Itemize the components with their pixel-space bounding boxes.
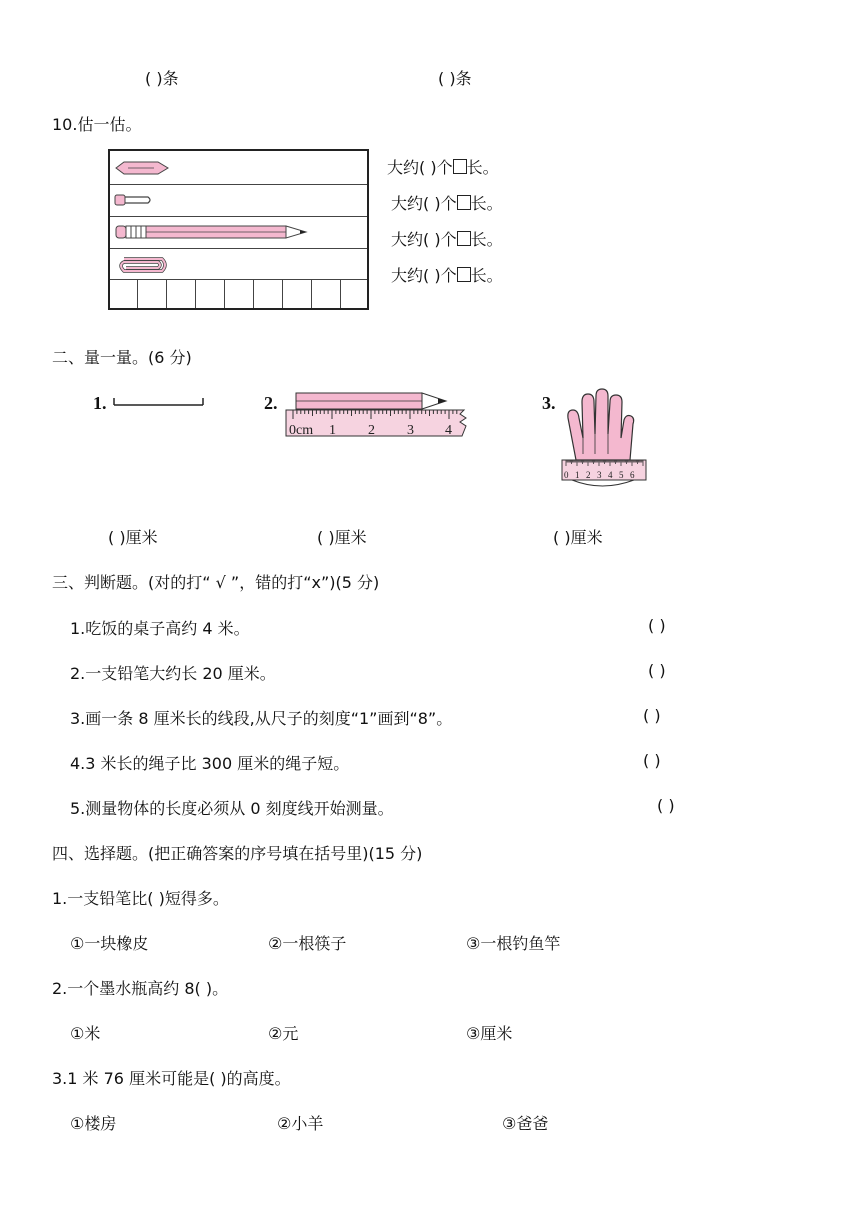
- estimate-blank-2[interactable]: 大约( )个: [391, 194, 457, 213]
- safety-pin-icon: [114, 192, 164, 210]
- hand-ruler-label: 6: [630, 470, 635, 480]
- hand-ruler-label: 1: [575, 470, 580, 480]
- ruler-label: 4: [445, 423, 452, 438]
- choice-option[interactable]: ②元: [268, 1024, 299, 1043]
- estimate-blank-4[interactable]: 大约( )个: [391, 266, 457, 285]
- ruler-label: 3: [407, 423, 414, 438]
- estimate-row-4: [391, 263, 503, 286]
- choice-option[interactable]: ①米: [70, 1024, 101, 1043]
- hand-ruler-label: 0: [564, 470, 569, 480]
- judge-blank-4[interactable]: ( ): [643, 751, 661, 770]
- grid-square-icon: [457, 231, 471, 246]
- measure-answer-3[interactable]: ( )厘米: [553, 528, 603, 547]
- hand-on-ruler-figure: [558, 388, 650, 496]
- measure-item-2-label: 2.: [264, 393, 278, 413]
- hand-ruler-label: 3: [597, 470, 602, 480]
- paperclip-icon: [114, 255, 174, 275]
- estimate-row-1: [387, 155, 499, 178]
- choice-option[interactable]: ③爸爸: [502, 1114, 549, 1133]
- judge-blank-2[interactable]: ( ): [648, 661, 666, 680]
- judge-item-5: 5.测量物体的长度必须从 0 刻度线开始测量。: [70, 799, 394, 818]
- estimate-suffix: 长。: [470, 266, 503, 285]
- estimate-blank-3[interactable]: 大约( )个: [391, 230, 457, 249]
- estimate-suffix: 长。: [470, 230, 503, 249]
- estimate-suffix: 长。: [466, 158, 499, 177]
- judge-item-4: 4.3 米长的绳子比 300 厘米的绳子短。: [70, 754, 350, 773]
- measure-item-1-label: 1.: [93, 393, 107, 413]
- choice-option[interactable]: ②一根筷子: [268, 934, 347, 953]
- measure-answer-1[interactable]: ( )厘米: [108, 528, 158, 547]
- judge-blank-5[interactable]: ( ): [657, 796, 675, 815]
- choice-question-3: 3.1 米 76 厘米可能是( )的高度。: [52, 1069, 291, 1088]
- hand-ruler-label: 2: [586, 470, 591, 480]
- ruler-label: 0cm: [289, 423, 314, 438]
- grid-square-icon: [453, 159, 467, 174]
- estimate-blank-1[interactable]: 大约( )个: [387, 158, 453, 177]
- hand-ruler-label: 4: [608, 470, 613, 480]
- choice-option[interactable]: ③厘米: [466, 1024, 513, 1043]
- ruler-label: 1: [329, 423, 336, 438]
- judge-item-3: 3.画一条 8 厘米长的线段,从尺子的刻度“1”画到“8”。: [70, 709, 453, 728]
- section-3-title: 三、判断题。(对的打“ √ ”，错的打“x”)(5 分): [52, 573, 380, 592]
- section-4-title: 四、选择题。(把正确答案的序号填在括号里)(15 分): [52, 844, 423, 863]
- answer-blank-right[interactable]: ( )条: [438, 69, 472, 88]
- judge-item-2: 2.一支铅笔大约长 20 厘米。: [70, 664, 276, 683]
- grid-square-icon: [457, 267, 471, 282]
- grid-square-icon: [457, 195, 471, 210]
- line-segment-figure: [112, 396, 207, 408]
- judge-blank-3[interactable]: ( ): [643, 706, 661, 725]
- choice-question-2: 2.一个墨水瓶高约 8( )。: [52, 979, 229, 998]
- judge-blank-1[interactable]: ( ): [648, 616, 666, 635]
- judge-item-1: 1.吃饭的桌子高约 4 米。: [70, 619, 250, 638]
- answer-blank-left[interactable]: ( )条: [145, 69, 179, 88]
- ruler-label: 2: [368, 423, 375, 438]
- section-2-title: 二、量一量。(6 分): [52, 348, 192, 367]
- choice-question-1: 1.一支铅笔比( )短得多。: [52, 889, 229, 908]
- choice-option[interactable]: ②小羊: [277, 1114, 324, 1133]
- eraser-icon: [114, 159, 174, 179]
- choice-option[interactable]: ①一块橡皮: [70, 934, 149, 953]
- question-10-title: 10.估一估。: [52, 115, 142, 134]
- estimate-row-3: [391, 227, 503, 250]
- estimate-suffix: 长。: [470, 194, 503, 213]
- choice-option[interactable]: ③一根钓鱼竿: [466, 934, 561, 953]
- hand-ruler-label: 5: [619, 470, 624, 480]
- measure-item-3-label: 3.: [542, 393, 556, 413]
- pencil-on-ruler-figure: [284, 390, 484, 440]
- estimate-grid: [108, 149, 369, 310]
- measure-answer-2[interactable]: ( )厘米: [317, 528, 367, 547]
- choice-option[interactable]: ①楼房: [70, 1114, 117, 1133]
- pencil-icon: [114, 223, 314, 243]
- estimate-row-2: [391, 191, 503, 214]
